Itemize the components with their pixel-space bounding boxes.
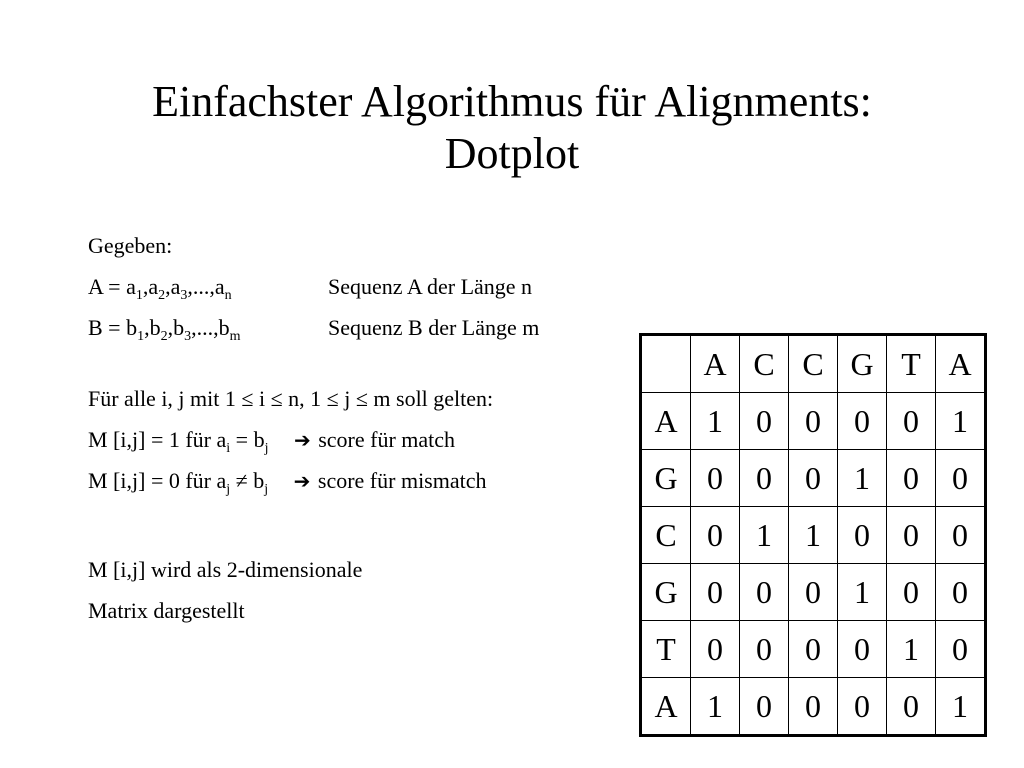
matrix-cell: 0 <box>691 450 740 507</box>
matrix-cell: 0 <box>936 450 986 507</box>
slide-title-line-2: Dotplot <box>444 129 580 178</box>
column-header: C <box>789 335 838 393</box>
matrix-row <box>641 678 986 736</box>
matrix-cell: 0 <box>740 393 789 450</box>
right-arrow-icon: ➔ <box>293 469 311 493</box>
matrix-row <box>641 564 986 621</box>
row-header: G <box>641 564 691 621</box>
column-header: G <box>838 335 887 393</box>
match-score-text: score für match <box>312 427 456 452</box>
match-rule: M [i,j] = 1 für $a_i = b_j$ ➔ score für match <box>88 427 456 456</box>
matrix-note-line-1: M [i,j] wird als 2-dimensionale <box>88 557 363 582</box>
column-header: C <box>740 335 789 393</box>
row-header: A <box>641 393 691 450</box>
slide-title <box>0 76 1024 180</box>
matrix-cell: 0 <box>838 507 887 564</box>
matrix-cell: 0 <box>936 621 986 678</box>
matrix-cell: 0 <box>691 507 740 564</box>
matrix-cell: 0 <box>838 393 887 450</box>
matrix-cell: 0 <box>936 507 986 564</box>
row-header: A <box>641 678 691 736</box>
column-header: A <box>691 335 740 393</box>
matrix-cell: 0 <box>691 564 740 621</box>
matrix-cell: 0 <box>789 393 838 450</box>
matrix-cell: 0 <box>887 393 936 450</box>
matrix-row <box>641 507 986 564</box>
matrix-cell: 0 <box>740 621 789 678</box>
matrix-row <box>641 450 986 507</box>
slide-title-line-1: Einfachster Algorithmus für Alignments: <box>152 77 872 126</box>
matrix-cell: 1 <box>789 507 838 564</box>
mismatch-rule: M [i,j] = 0 für $a_j \ne b_j$ ➔ score für mismatch <box>88 468 487 497</box>
matrix-cell: 0 <box>789 678 838 736</box>
matrix-cell: 1 <box>887 621 936 678</box>
matrix-cell: 0 <box>789 564 838 621</box>
matrix-cell: 1 <box>936 393 986 450</box>
matrix-cell: 0 <box>887 450 936 507</box>
right-arrow-icon: ➔ <box>293 428 311 452</box>
matrix-cell: 0 <box>740 564 789 621</box>
matrix-cell: 0 <box>740 678 789 736</box>
matrix-cell: 0 <box>838 678 887 736</box>
row-header: G <box>641 450 691 507</box>
matrix-cell: 1 <box>740 507 789 564</box>
matrix-corner-cell <box>641 335 691 393</box>
matrix-header-row <box>641 335 986 393</box>
matrix-cell: 1 <box>838 564 887 621</box>
matrix-cell: 0 <box>838 621 887 678</box>
sequence-a-formula: $A = a_1,a_2,a_3,...,a_n$ <box>88 274 232 303</box>
sequence-a-description: Sequenz A der Länge n <box>328 274 533 299</box>
matrix-cell: 0 <box>789 621 838 678</box>
dotplot-matrix <box>639 333 987 737</box>
sequence-b-definition <box>88 315 540 344</box>
column-header: T <box>887 335 936 393</box>
matrix-row <box>641 621 986 678</box>
matrix-cell: 1 <box>691 393 740 450</box>
sequence-b-description: Sequenz B der Länge m <box>328 315 540 340</box>
matrix-cell: 0 <box>789 450 838 507</box>
matrix-cell: 1 <box>691 678 740 736</box>
matrix-cell: 0 <box>887 678 936 736</box>
column-header: A <box>936 335 986 393</box>
mismatch-score-text: score für mismatch <box>312 468 487 493</box>
matrix-cell: 1 <box>936 678 986 736</box>
given-label: Gegeben: <box>88 233 173 258</box>
matrix-cell: 0 <box>887 507 936 564</box>
sequence-a-definition <box>88 274 533 303</box>
matrix-cell: 0 <box>740 450 789 507</box>
matrix-note-line-2: Matrix dargestellt <box>88 598 245 623</box>
condition-text: Für alle i, j mit 1 ≤ i ≤ n, 1 ≤ j ≤ m soll gelten: <box>88 386 494 411</box>
sequence-b-formula: $B = b_1,b_2,b_3,...,b_m$ <box>88 315 241 344</box>
matrix-row <box>641 393 986 450</box>
matrix-cell: 1 <box>838 450 887 507</box>
row-header: T <box>641 621 691 678</box>
matrix-cell: 0 <box>691 621 740 678</box>
matrix-cell: 0 <box>887 564 936 621</box>
matrix-cell: 0 <box>936 564 986 621</box>
row-header: C <box>641 507 691 564</box>
